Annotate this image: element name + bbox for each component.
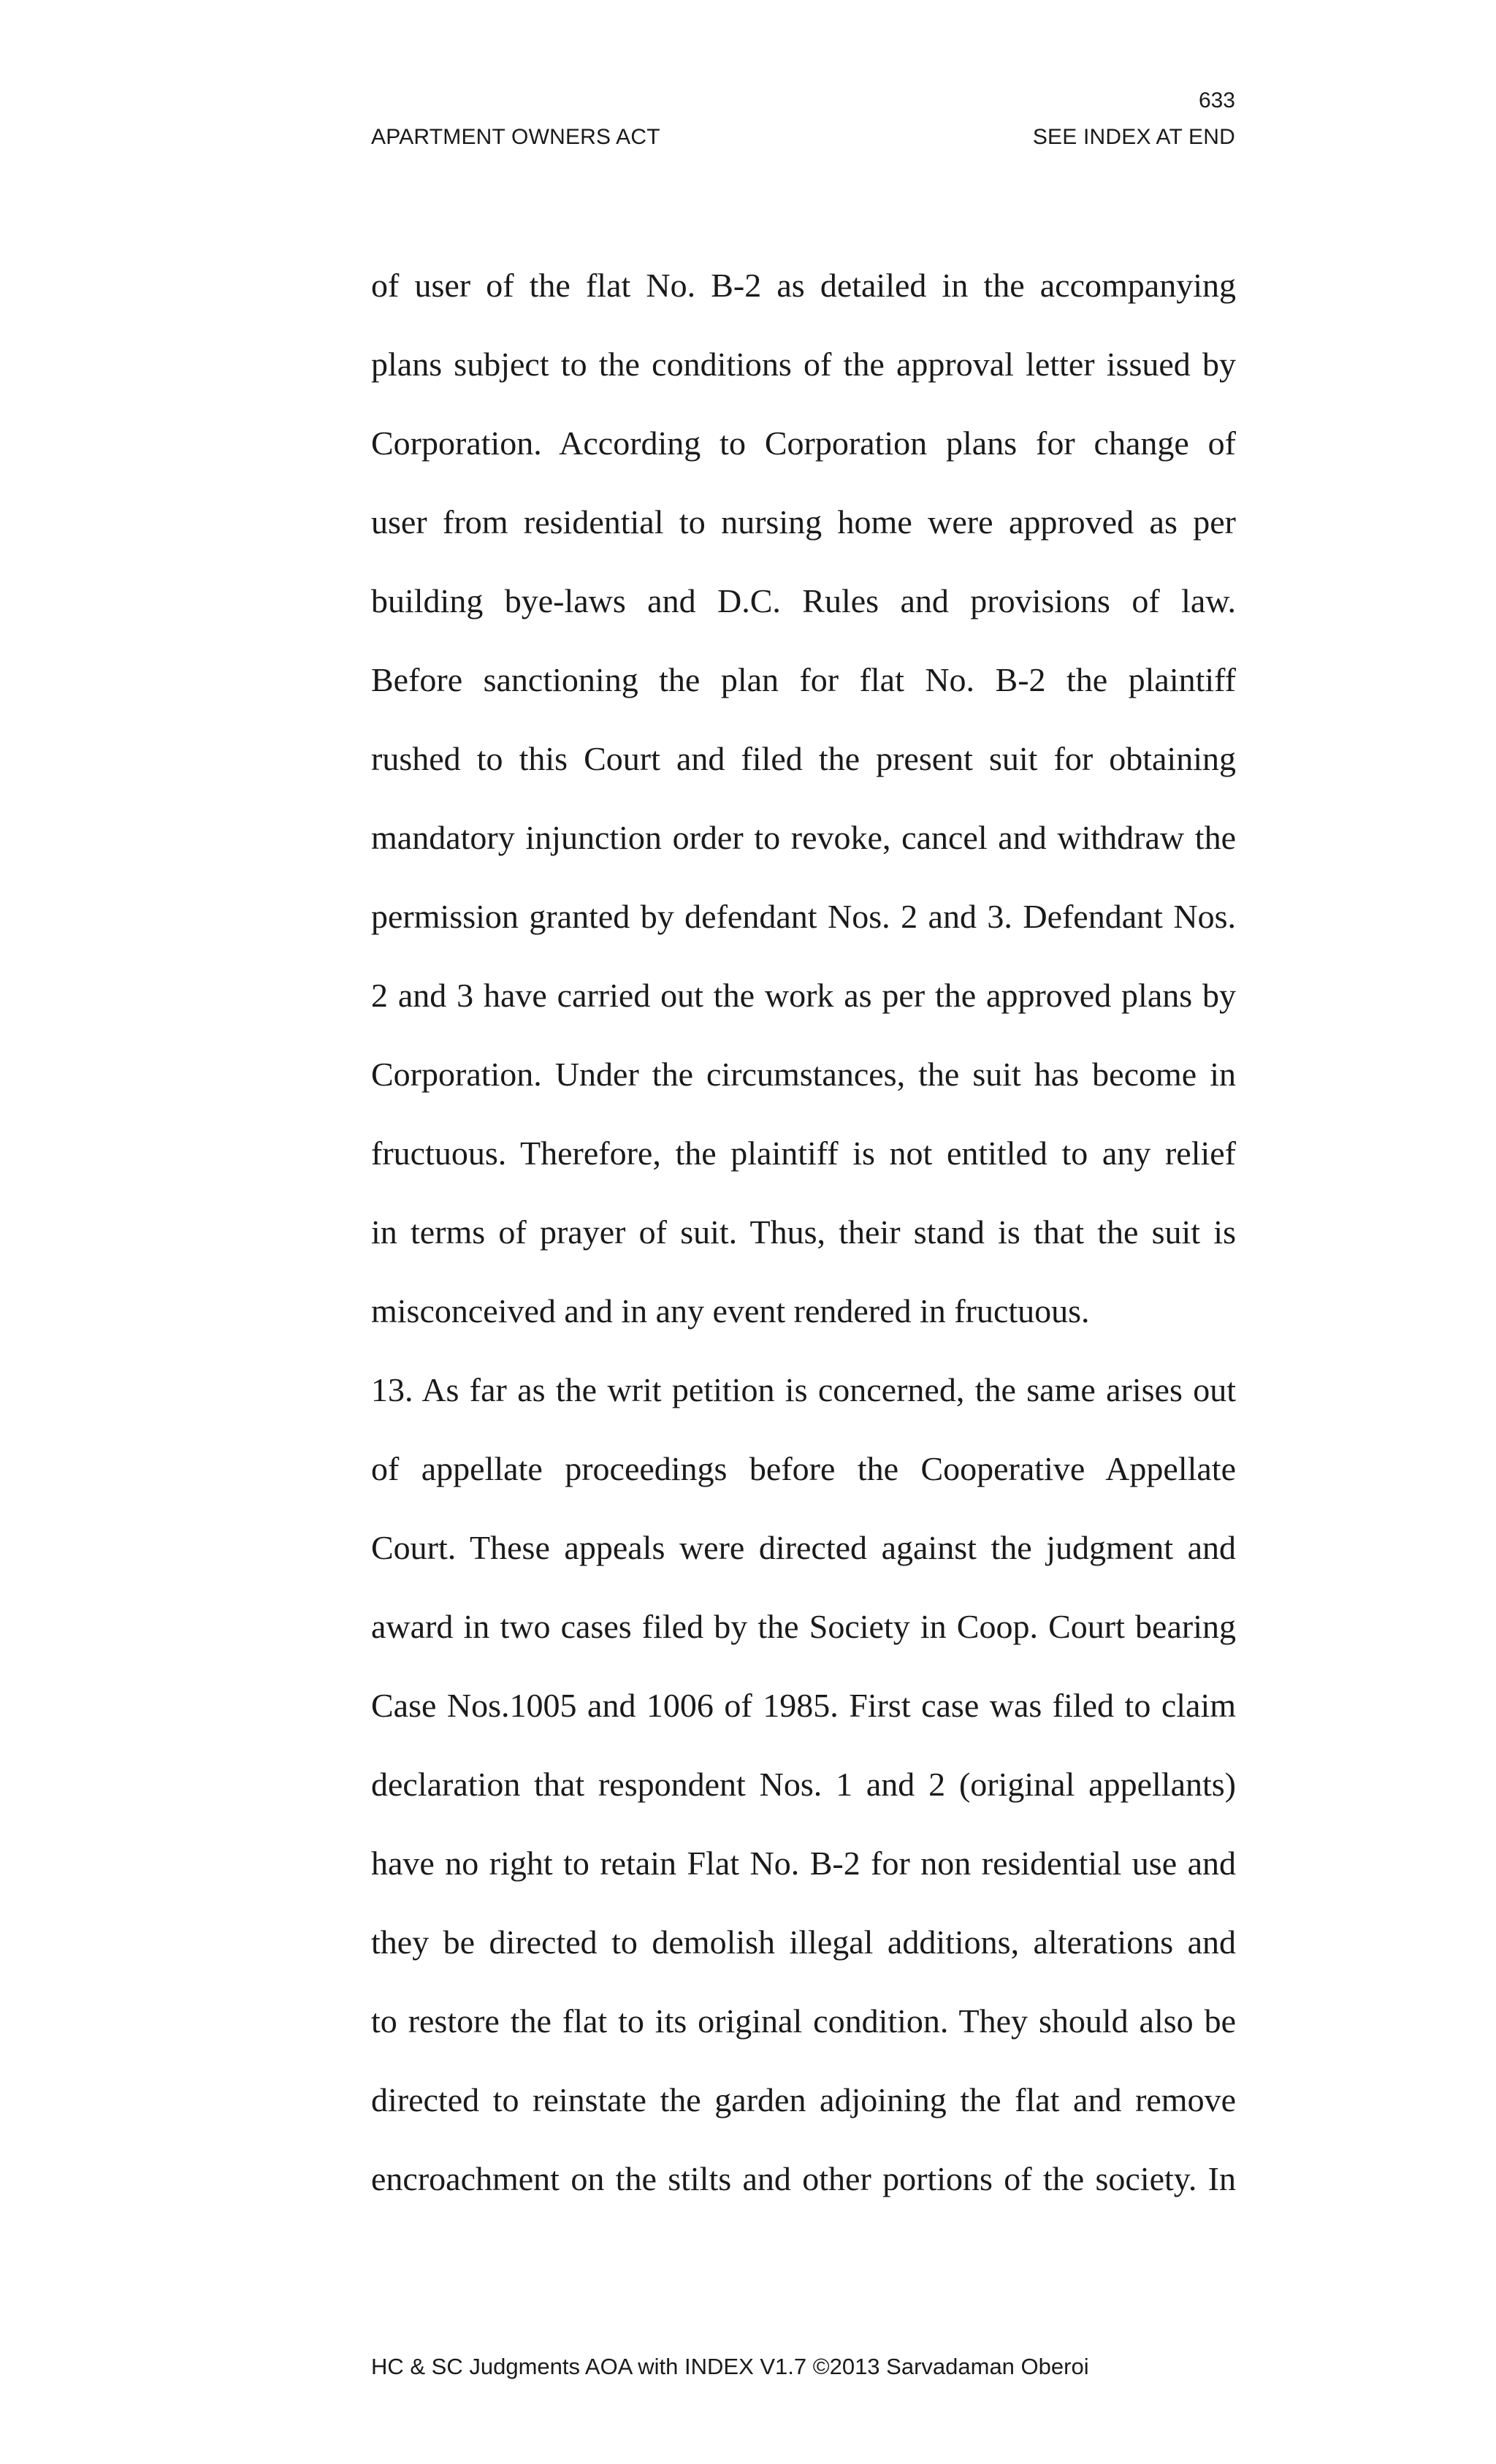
body-line: 2 and 3 have carried out the work as per the approved plans by (371, 977, 1236, 1014)
body-line: Before sanctioning the plan for flat No. B-2 the plaintiff (371, 661, 1236, 698)
page-number: 633 (1198, 88, 1235, 112)
body-line: 13. As far as the writ petition is concerned, the same arises out (371, 1371, 1236, 1408)
body-line: of user of the flat No. B-2 as detailed in the accompanying (371, 267, 1236, 304)
body-line: mandatory injunction order to revoke, cancel and withdraw the (371, 819, 1236, 856)
body-line: have no right to retain Flat No. B-2 for non residential use and (371, 1845, 1236, 1882)
document-body (371, 264, 1236, 2237)
body-line: building bye-laws and D.C. Rules and provisions of law. (371, 582, 1236, 619)
body-line: user from residential to nursing home were approved as per (371, 503, 1236, 541)
body-line: Case Nos.1005 and 1006 of 1985. First case was filed to claim (371, 1687, 1236, 1724)
body-line: directed to reinstate the garden adjoining the flat and remove (371, 2081, 1236, 2118)
body-line: to restore the flat to its original condition. They should also be (371, 2002, 1236, 2040)
running-header-title: APARTMENT OWNERS ACT (371, 125, 660, 149)
body-line: rushed to this Court and filed the present suit for obtaining (371, 740, 1236, 777)
body-line: award in two cases filed by the Society in Coop. Court bearing (371, 1608, 1236, 1645)
body-line: Court. These appeals were directed against the judgment and (371, 1529, 1236, 1566)
page-footer: HC & SC Judgments AOA with INDEX V1.7 ©2013 Sarvadaman Oberoi (371, 2354, 1089, 2379)
body-line: Corporation. Under the circumstances, the suit has become in (371, 1056, 1236, 1093)
body-line: Corporation. According to Corporation plans for change of (371, 424, 1236, 462)
body-line: plans subject to the conditions of the approval letter issued by (371, 346, 1236, 383)
body-line: permission granted by defendant Nos. 2 and 3. Defendant Nos. (371, 898, 1236, 935)
body-line: misconceived and in any event rendered in fructuous. (371, 1292, 1090, 1330)
body-line: in terms of prayer of suit. Thus, their stand is that the suit is (371, 1213, 1236, 1251)
body-line: they be directed to demolish illegal additions, alterations and (371, 1923, 1236, 1961)
running-header-index-note: SEE INDEX AT END (1032, 125, 1235, 149)
body-line: encroachment on the stilts and other portions of the society. In (371, 2160, 1236, 2197)
body-line: fructuous. Therefore, the plaintiff is not entitled to any relief (371, 1134, 1236, 1172)
body-line: of appellate proceedings before the Cooperative Appellate (371, 1450, 1236, 1487)
body-line: declaration that respondent Nos. 1 and 2 (original appellants) (371, 1766, 1236, 1803)
